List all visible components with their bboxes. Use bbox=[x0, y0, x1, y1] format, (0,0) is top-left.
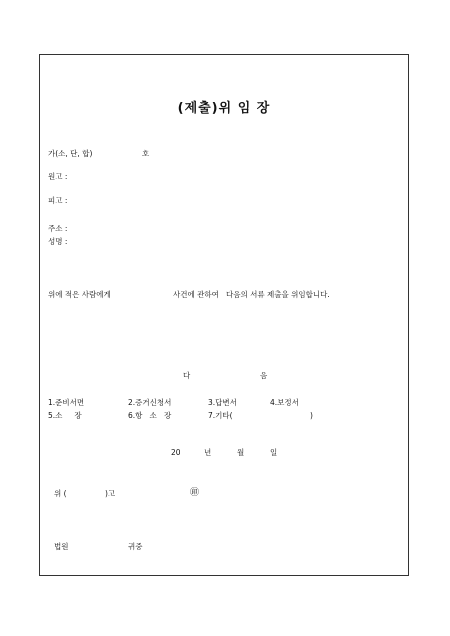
case-number-label: 가(소, 단, 합) bbox=[48, 149, 93, 158]
seal-icon: ㊞ bbox=[190, 488, 200, 498]
case-number-suffix: 호 bbox=[142, 149, 150, 158]
item-7-close: ) bbox=[310, 411, 313, 420]
item-4: 4.보정서 bbox=[270, 398, 299, 407]
item-3: 3.답변서 bbox=[208, 398, 237, 407]
heading-da: 다 bbox=[183, 371, 191, 380]
date-day: 일 bbox=[270, 448, 278, 457]
date-year-prefix: 20 bbox=[171, 448, 181, 457]
item-7: 7.기타( bbox=[208, 411, 233, 420]
document-frame bbox=[39, 54, 409, 576]
delegation-text-part1: 위에 적은 사람에게 bbox=[48, 290, 111, 299]
item-2: 2.증거신청서 bbox=[128, 398, 172, 407]
item-6: 6.항 소 장 bbox=[128, 411, 172, 420]
plaintiff-label: 원고 : bbox=[48, 172, 68, 181]
document-title: (제출)위 임 장 bbox=[177, 101, 271, 116]
item-1: 1.준비서면 bbox=[48, 398, 85, 407]
date-year: 년 bbox=[204, 448, 212, 457]
delegation-text-part2: 사건에 관하여 다음의 서류 제출을 위임합니다. bbox=[173, 290, 330, 299]
heading-eum: 음 bbox=[260, 371, 268, 380]
signer-suffix: )고 bbox=[105, 489, 116, 498]
address-label: 주소 : bbox=[48, 224, 68, 233]
defendant-label: 피고 : bbox=[48, 196, 68, 205]
date-month: 월 bbox=[237, 448, 245, 457]
signer-label: 위 ( bbox=[54, 489, 67, 498]
item-5: 5.소 장 bbox=[48, 411, 82, 420]
court-label: 법원 bbox=[54, 542, 69, 551]
name-label: 성명 : bbox=[48, 237, 68, 246]
addressee-label: 귀중 bbox=[128, 542, 143, 551]
